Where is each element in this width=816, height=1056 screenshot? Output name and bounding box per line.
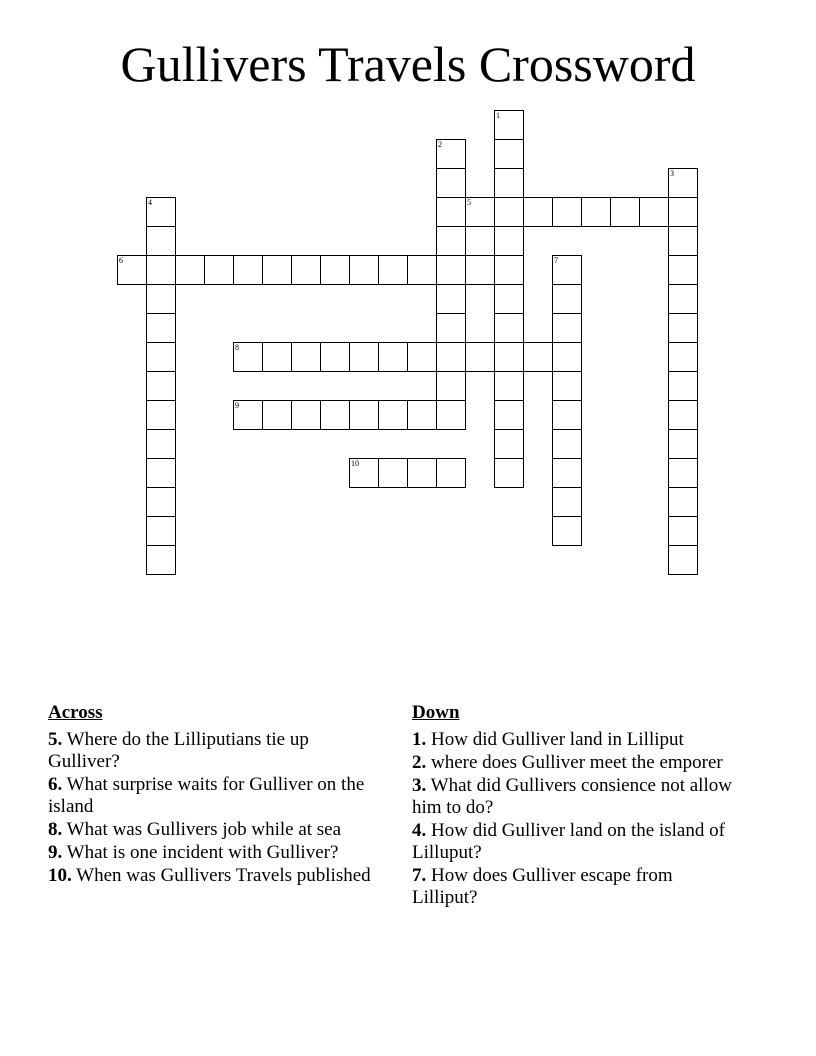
across-clues — [48, 702, 378, 888]
across-heading: Across — [48, 702, 103, 723]
grid-cell[interactable] — [146, 487, 176, 517]
grid-cell[interactable] — [233, 400, 263, 430]
grid-cell[interactable] — [494, 371, 524, 401]
grid-cell[interactable] — [465, 197, 495, 227]
grid-cell[interactable] — [262, 255, 292, 285]
clue-text: What is one incident with Gulliver? — [66, 842, 339, 863]
cell-number: 8 — [235, 343, 239, 352]
grid-cell[interactable] — [668, 342, 698, 372]
cell-number: 3 — [670, 169, 674, 178]
cell-number: 2 — [438, 140, 442, 149]
clue-across-6 — [48, 774, 378, 818]
grid-cell[interactable] — [407, 255, 437, 285]
cell-number: 10 — [351, 459, 359, 468]
grid-cell[interactable] — [320, 400, 350, 430]
grid-cell[interactable] — [494, 168, 524, 198]
grid-cell[interactable] — [494, 313, 524, 343]
grid-cell[interactable] — [552, 400, 582, 430]
clue-text: How did Gulliver land in Lilliput — [431, 729, 684, 750]
clue-text: Where do the Lilliputians tie up Gulliver? — [48, 729, 309, 772]
clue-down-1 — [412, 729, 742, 751]
grid-cell[interactable] — [552, 487, 582, 517]
grid-cell[interactable] — [436, 371, 466, 401]
grid-cell[interactable] — [639, 197, 669, 227]
grid-cell[interactable] — [378, 458, 408, 488]
clue-number: 5. — [48, 729, 63, 750]
grid-cell[interactable] — [349, 400, 379, 430]
grid-cell[interactable] — [146, 342, 176, 372]
grid-cell[interactable] — [146, 545, 176, 575]
clue-across-5 — [48, 729, 378, 773]
grid-cell[interactable] — [552, 458, 582, 488]
grid-cell[interactable] — [291, 400, 321, 430]
clue-text: When was Gullivers Travels published — [76, 865, 371, 886]
grid-cell[interactable] — [552, 371, 582, 401]
grid-cell[interactable] — [552, 284, 582, 314]
grid-cell[interactable] — [262, 342, 292, 372]
clue-number: 2. — [412, 752, 427, 773]
grid-cell[interactable] — [494, 139, 524, 169]
grid-cell[interactable] — [146, 313, 176, 343]
cell-number: 7 — [554, 256, 558, 265]
cell-number: 5 — [467, 198, 471, 207]
grid-cell[interactable] — [378, 255, 408, 285]
grid-cell[interactable] — [552, 516, 582, 546]
grid-cell[interactable] — [668, 487, 698, 517]
grid-cell[interactable] — [668, 371, 698, 401]
grid-cell[interactable] — [610, 197, 640, 227]
grid-cell[interactable] — [436, 168, 466, 198]
grid-cell[interactable] — [668, 168, 698, 198]
clue-number: 9. — [48, 842, 63, 863]
grid-cell[interactable] — [146, 429, 176, 459]
grid-cell[interactable] — [349, 458, 379, 488]
grid-cell[interactable] — [436, 226, 466, 256]
clue-text: What surprise waits for Gulliver on the island — [48, 774, 365, 817]
clue-number: 8. — [48, 819, 63, 840]
grid-cell[interactable] — [494, 284, 524, 314]
grid-cell[interactable] — [552, 429, 582, 459]
grid-cell[interactable] — [494, 342, 524, 372]
clue-number: 7. — [412, 865, 427, 886]
clue-text: How does Gulliver escape from Lilliput? — [412, 865, 673, 908]
down-heading: Down — [412, 702, 460, 723]
grid-cell[interactable] — [465, 342, 495, 372]
grid-cell[interactable] — [668, 400, 698, 430]
grid-cell[interactable] — [291, 255, 321, 285]
cell-number: 6 — [119, 256, 123, 265]
grid-cell[interactable] — [436, 139, 466, 169]
clue-down-7 — [412, 865, 742, 909]
grid-cell[interactable] — [436, 342, 466, 372]
clue-down-3 — [412, 775, 742, 819]
down-clues — [412, 702, 742, 910]
clue-down-2 — [412, 752, 742, 774]
grid-cell[interactable] — [552, 255, 582, 285]
clue-text: where does Gulliver meet the emporer — [431, 752, 723, 773]
grid-cell[interactable] — [668, 545, 698, 575]
grid-cell[interactable] — [494, 429, 524, 459]
grid-cell[interactable] — [407, 400, 437, 430]
grid-cell[interactable] — [146, 371, 176, 401]
page-title: Gullivers Travels Crossword — [120, 36, 696, 92]
clue-number: 4. — [412, 820, 427, 841]
grid-cell[interactable] — [436, 313, 466, 343]
grid-cell[interactable] — [146, 284, 176, 314]
grid-cell[interactable] — [146, 400, 176, 430]
grid-cell[interactable] — [204, 255, 234, 285]
grid-cell[interactable] — [146, 226, 176, 256]
grid-cell[interactable] — [436, 197, 466, 227]
grid-cell[interactable] — [552, 313, 582, 343]
clue-number: 10. — [48, 865, 72, 886]
grid-cell[interactable] — [146, 516, 176, 546]
grid-cell[interactable] — [668, 516, 698, 546]
grid-cell[interactable] — [668, 458, 698, 488]
clue-number: 6. — [48, 774, 63, 795]
grid-cell[interactable] — [494, 110, 524, 140]
grid-cell[interactable] — [175, 255, 205, 285]
grid-cell[interactable] — [233, 255, 263, 285]
grid-cell[interactable] — [494, 226, 524, 256]
grid-cell[interactable] — [146, 197, 176, 227]
grid-cell[interactable] — [262, 400, 292, 430]
cell-number: 9 — [235, 401, 239, 410]
grid-cell[interactable] — [320, 255, 350, 285]
grid-cell[interactable] — [146, 458, 176, 488]
clue-across-9 — [48, 842, 378, 864]
clue-text: How did Gulliver land on the island of Lilluput? — [412, 820, 725, 863]
grid-cell[interactable] — [378, 400, 408, 430]
grid-cell[interactable] — [668, 313, 698, 343]
grid-cell[interactable] — [494, 400, 524, 430]
grid-cell[interactable] — [117, 255, 147, 285]
grid-cell[interactable] — [552, 197, 582, 227]
grid-cell[interactable] — [494, 458, 524, 488]
clue-across-8 — [48, 819, 378, 841]
grid-cell[interactable] — [436, 458, 466, 488]
grid-cell[interactable] — [668, 226, 698, 256]
grid-cell[interactable] — [523, 342, 553, 372]
grid-cell[interactable] — [436, 284, 466, 314]
clue-number: 1. — [412, 729, 427, 750]
grid-cell[interactable] — [494, 197, 524, 227]
grid-cell[interactable] — [552, 342, 582, 372]
grid-cell[interactable] — [146, 255, 176, 285]
clue-text: What did Gullivers consience not allow him to do? — [412, 775, 732, 818]
grid-cell[interactable] — [407, 342, 437, 372]
grid-cell[interactable] — [233, 342, 263, 372]
cell-number: 4 — [148, 198, 152, 207]
grid-cell[interactable] — [494, 255, 524, 285]
clue-number: 3. — [412, 775, 427, 796]
clue-text: What was Gullivers job while at sea — [66, 819, 342, 840]
clue-down-4 — [412, 820, 742, 864]
grid-cell[interactable] — [436, 255, 466, 285]
cell-number: 1 — [496, 111, 500, 120]
grid-cell[interactable] — [465, 255, 495, 285]
clue-across-10 — [48, 865, 378, 887]
grid-cell[interactable] — [349, 255, 379, 285]
grid-cell[interactable] — [320, 342, 350, 372]
grid-cell[interactable] — [668, 255, 698, 285]
grid-cell[interactable] — [668, 284, 698, 314]
grid-cell[interactable] — [407, 458, 437, 488]
grid-cell[interactable] — [668, 197, 698, 227]
grid-cell[interactable] — [291, 342, 321, 372]
grid-cell[interactable] — [581, 197, 611, 227]
grid-cell[interactable] — [668, 429, 698, 459]
grid-cell[interactable] — [378, 342, 408, 372]
grid-cell[interactable] — [349, 342, 379, 372]
grid-cell[interactable] — [523, 197, 553, 227]
grid-cell[interactable] — [436, 400, 466, 430]
